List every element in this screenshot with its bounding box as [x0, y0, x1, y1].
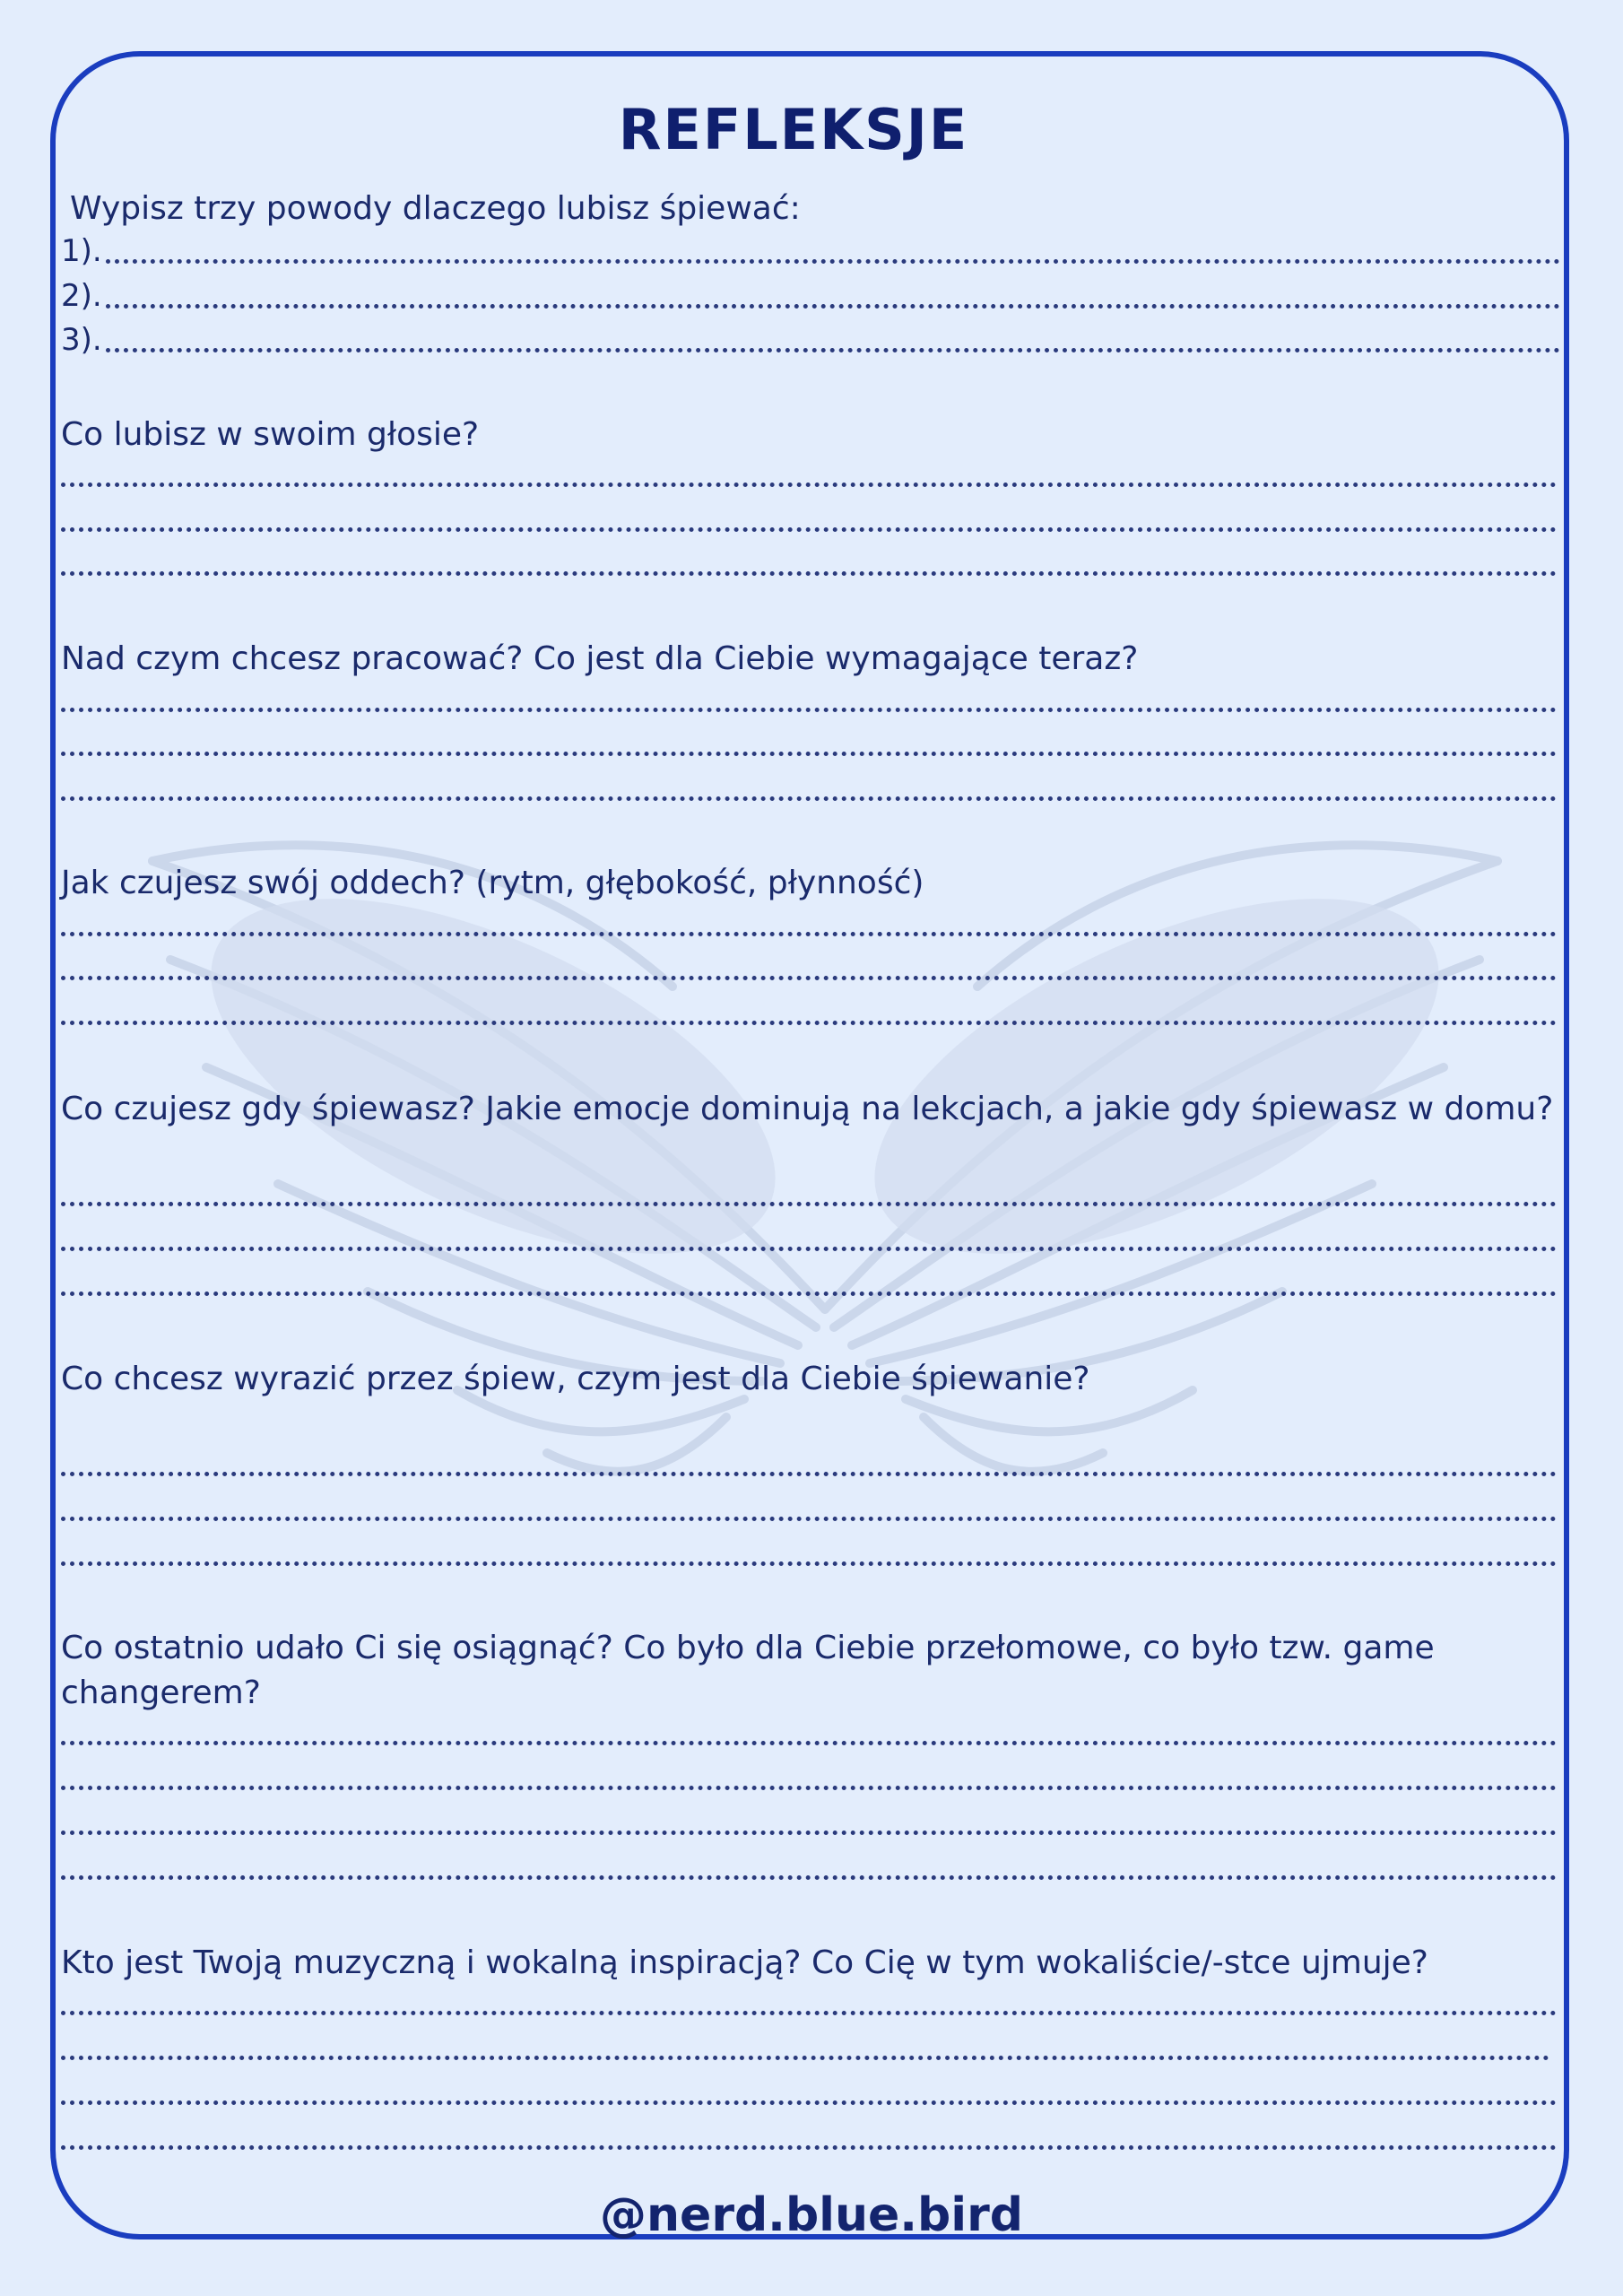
- answer-line-1[interactable]: [61, 231, 1560, 267]
- answer-line[interactable]: [61, 1292, 1557, 1296]
- answer-line[interactable]: [61, 527, 1557, 532]
- answer-line[interactable]: [61, 708, 1557, 712]
- answer-line[interactable]: [61, 2100, 1557, 2105]
- answer-line[interactable]: [61, 1247, 1557, 1251]
- question-inspiration: Kto jest Twoją muzyczną i wokalną inspiracją? Co Cię w tym wokaliście/-stce ujmuje?: [61, 1944, 1428, 1981]
- answer-line[interactable]: [61, 1021, 1557, 1025]
- dotted-line: [106, 348, 1560, 352]
- question-reasons: Wypisz trzy powody dlaczego lubisz śpiewać:: [70, 190, 801, 227]
- answer-line[interactable]: [61, 483, 1557, 487]
- question-breath: Jak czujesz swój oddech? (rytm, głębokość, płynność): [61, 865, 924, 901]
- answer-line[interactable]: [61, 976, 1557, 980]
- answer-line-3[interactable]: [61, 320, 1560, 356]
- answer-line[interactable]: [61, 1561, 1557, 1566]
- answer-line[interactable]: [61, 1517, 1557, 1521]
- question-achievement: Co ostatnio udało Ci się osiągnąć? Co było dla Ciebie przełomowe, co było tzw. game changerem?: [61, 1630, 1435, 1711]
- question-feelings: Co czujesz gdy śpiewasz? Jakie emocje dominują na lekcjach, a jakie gdy śpiewasz w domu?: [61, 1091, 1554, 1127]
- item-number: 3).: [61, 322, 102, 358]
- footer-handle: @nerd.blue.bird: [600, 2188, 1023, 2242]
- answer-line[interactable]: [61, 1741, 1557, 1745]
- item-number: 2).: [61, 278, 102, 314]
- answer-line[interactable]: [61, 2056, 1549, 2060]
- dotted-line: [106, 259, 1560, 264]
- answer-line[interactable]: [61, 2145, 1557, 2150]
- answer-line[interactable]: [61, 752, 1557, 756]
- question-voice: Co lubisz w swoim głosie?: [61, 416, 480, 453]
- question-expression: Co chcesz wyrazić przez śpiew, czym jest dla Ciebie śpiewanie?: [61, 1361, 1090, 1397]
- answer-line[interactable]: [61, 1472, 1557, 1476]
- dotted-line: [106, 304, 1560, 309]
- answer-line[interactable]: [61, 571, 1557, 576]
- page-title: REFLEKSJE: [618, 97, 969, 162]
- answer-line[interactable]: [61, 932, 1557, 936]
- item-number: 1).: [61, 233, 102, 269]
- answer-line[interactable]: [61, 796, 1557, 801]
- answer-line[interactable]: [61, 2011, 1557, 2015]
- answer-line[interactable]: [61, 1875, 1557, 1880]
- answer-line[interactable]: [61, 1786, 1557, 1790]
- answer-line[interactable]: [61, 1202, 1557, 1206]
- question-work: Nad czym chcesz pracować? Co jest dla Ciebie wymagające teraz?: [61, 640, 1139, 677]
- answer-line[interactable]: [61, 1831, 1557, 1835]
- answer-line-2[interactable]: [61, 276, 1560, 312]
